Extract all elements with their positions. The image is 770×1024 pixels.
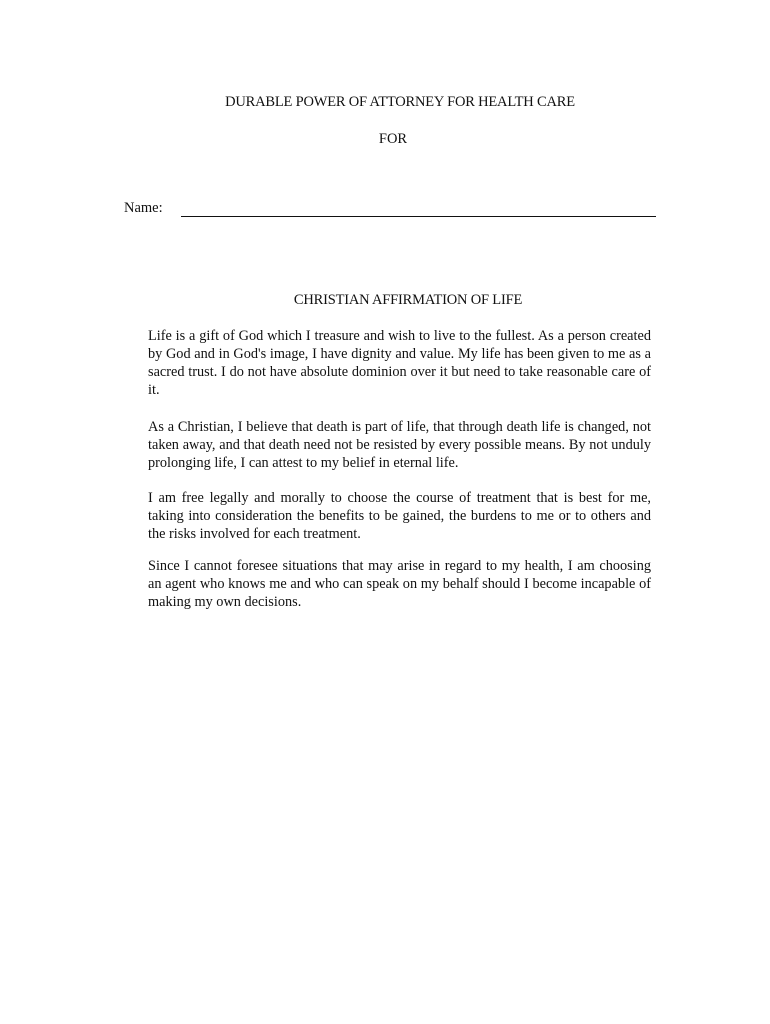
name-field-row xyxy=(124,200,656,222)
document-subtitle: FOR xyxy=(378,131,408,147)
paragraph-3: I am free legally and morally to choose the course of treatment that is best for me, taking into consideration the benefits to be gained, the burdens to me or to others and the risks involved for each treatment. xyxy=(148,490,651,542)
document-title: DURABLE POWER OF ATTORNEY FOR HEALTH CARE xyxy=(225,94,575,110)
paragraph-2: As a Christian, I believe that death is part of life, that through death life is changed, not taken away, and that death need not be resisted by every possible means. By not unduly prolonging life, I can attest to my belief in eternal life. xyxy=(148,419,651,471)
section-heading: CHRISTIAN AFFIRMATION OF LIFE xyxy=(293,292,523,308)
paragraph-1: Life is a gift of God which I treasure and wish to live to the fullest. As a person created by God and in God's image, I have dignity and value. My life has been given to me as a sacred trust. I do not have absolute dominion over it but need to take reasonable care of it. xyxy=(148,328,651,398)
name-blank-line[interactable] xyxy=(181,216,656,217)
paragraph-4: Since I cannot foresee situations that may arise in regard to my health, I am choosing an agent who knows me and who can speak on my behalf should I become incapable of making my own decisions. xyxy=(148,558,651,610)
name-label: Name: xyxy=(124,200,163,216)
